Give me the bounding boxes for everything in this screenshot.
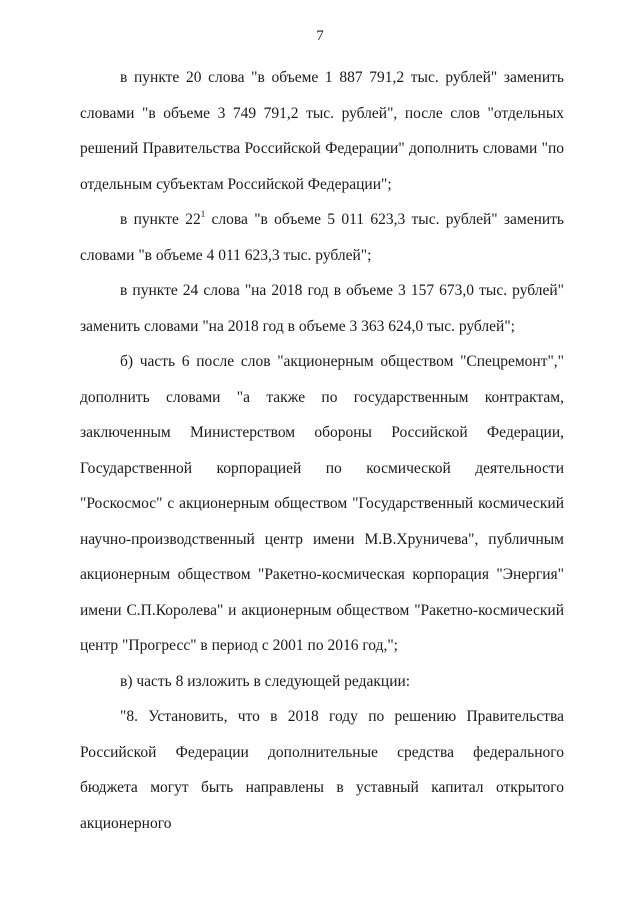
paragraph-item-22-1-end: слова "в объеме 5 011 623,3 тыс. рублей" заменить словами "в объеме 4 011 623,3 тыс. рублей"; bbox=[80, 211, 565, 264]
document-body bbox=[80, 60, 564, 841]
superscript-index: 1 bbox=[200, 209, 206, 219]
paragraph-item-24: в пункте 24 слова "на 2018 год в объеме 3 157 673,0 тыс. рублей" заменить словами "на 2018 год в объеме 3 363 624,0 тыс. рублей"; bbox=[80, 282, 564, 335]
paragraph-item-22-1-start: в пункте 22 bbox=[120, 211, 201, 228]
paragraph-part-8-intro: в) часть 8 изложить в следующей редакции: bbox=[120, 672, 411, 690]
paragraph-item-20: в пункте 20 слова "в объеме 1 887 791,2 тыс. рублей" заменить словами "в объеме 3 749 791,2 тыс. рублей", после слов "отдельных решений Правительства Российской Федерации" дополнить словами "по отдельным субъектам Российской Федерации"; bbox=[80, 69, 564, 193]
page-number: 7 bbox=[316, 28, 324, 44]
paragraph-item-22-1 bbox=[80, 202, 564, 273]
paragraph-part-8-text: "8. Установить, что в 2018 году по решению Правительства Российской Федерации дополнительные средства федерального бюджета могут быть направлены в уставный капитал открытого акционерного bbox=[80, 708, 564, 832]
paragraph-part-6: б) часть 6 после слов "акционерным обществом "Спецремонт"," дополнить словами "а также по государственным контрактам, заключенным Министерством обороны Российской Федерации, Государственной корпорацией по космической деятельности "Роскосмос" с акционерным обществом "Государственный космический научно-производственный центр имени М.В.Хруничева", публичным акционерным обществом "Ракетно-космическая корпорация "Энергия" имени С.П.Королева" и акционерным обществом "Ракетно-космический центр "Прогресс" в период с 2001 по 2016 год,"; bbox=[80, 353, 564, 654]
